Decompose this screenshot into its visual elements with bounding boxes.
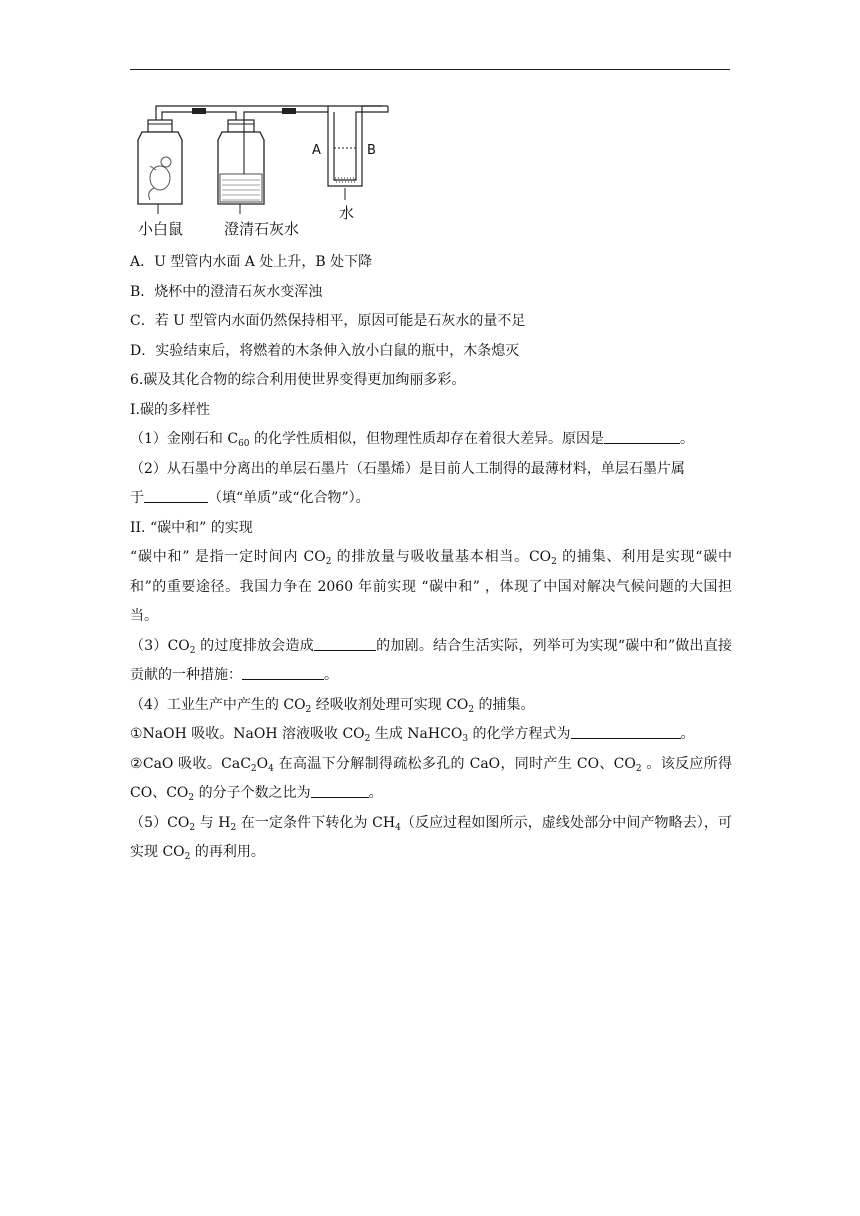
option-c: C．若 U 型管内水面仍然保持相平，原因可能是石灰水的量不足 [130,313,526,329]
sub-question-2-line-2: 于 （填“单质”或“化合物”）。 [130,490,370,506]
answer-blank[interactable] [311,783,369,798]
sub-question-4b: ②CaO 吸收。$CaC_2O_4$ 在高温下分解制得疏松多孔的 CaO，同时产生 CO、$CO_2$ 。该反应所得 CO、$CO_2$ 的分子个数之比为 。 [130,755,732,803]
header-rule [130,69,730,70]
intro-paragraph: “碳中和” 是指一定时间内 $CO_2$ 的排放量与吸收量基本相当。$CO_2$ 的捕集、利用是实现“碳中和”的重要途径。我国力争在 2060 年前实现 “碳中和” ，体现了中国对解决气候问题的大国担当。 [130,549,733,624]
mouse-bottle [138,120,182,204]
water-label: 水 [339,204,355,222]
sub-question-1: （1）金刚石和 $C_{60}$ 的化学性质相似，但物理性质却存在着很大差异。原因是 。 [130,431,694,449]
answer-blank[interactable] [571,724,681,739]
sub-question-2-line-1: （2）从石墨中分离出的单层石墨片（石墨烯）是目前人工制得的最薄材料，单层石墨片属 [130,460,685,477]
answer-blank[interactable] [604,429,680,444]
part-1-heading: I.碳的多样性 [130,401,210,418]
question-6-title: 6.碳及其化合物的综合利用使世界变得更加绚丽多彩。 [130,372,466,388]
limewater-bottle [218,120,264,204]
option-d: D．实验结束后，将燃着的木条伸入放小白鼠的瓶中，木条熄灭 [130,342,520,359]
option-b: B．烧杯中的澄清石灰水变浑浊 [130,283,323,300]
option-a: A．U 型管内水面 A 处上升，B 处下降 [130,254,373,270]
tube-connector [192,108,206,114]
answer-blank[interactable] [242,665,324,680]
sub-question-5: $(5)CO_2$ 与 $H_2$ 在一定条件下转化为 $CH_4$（反应过程如图所示，虚线处部分中间产物略去），可实现 $CO_2$ 的再利用。 [130,814,732,862]
question-content [130,248,732,868]
apparatus-figure [132,96,402,246]
u-tube-label-b: B [367,143,376,158]
part-2-heading: II. “碳中和” 的实现 [130,519,253,536]
u-tube-label-a: A [312,143,321,158]
sub-question-4: （4）工业生产中产生的 $CO_2$ 经吸收剂处理可实现 $CO_2$ 的捕集。 [130,696,535,715]
answer-blank[interactable] [314,636,376,651]
mouse-label: 小白鼠 [138,220,184,238]
sub-question-3: $(3)CO_2$ 的过度排放会造成 的加剧。结合生活实际，列举可为实现“碳中和”做出直接贡献的一种措施： 。 [130,637,732,683]
apparatus-diagram [132,96,402,246]
sub-question-4a: ①NaOH 吸收。NaOH 溶液吸收 $CO_2$ 生成 NaHCO$_3$ 的化学方程式为 。 [130,726,695,744]
limewater-label: 澄清石灰水 [224,220,300,238]
tube-connector [282,108,296,114]
answer-blank[interactable] [144,488,208,503]
